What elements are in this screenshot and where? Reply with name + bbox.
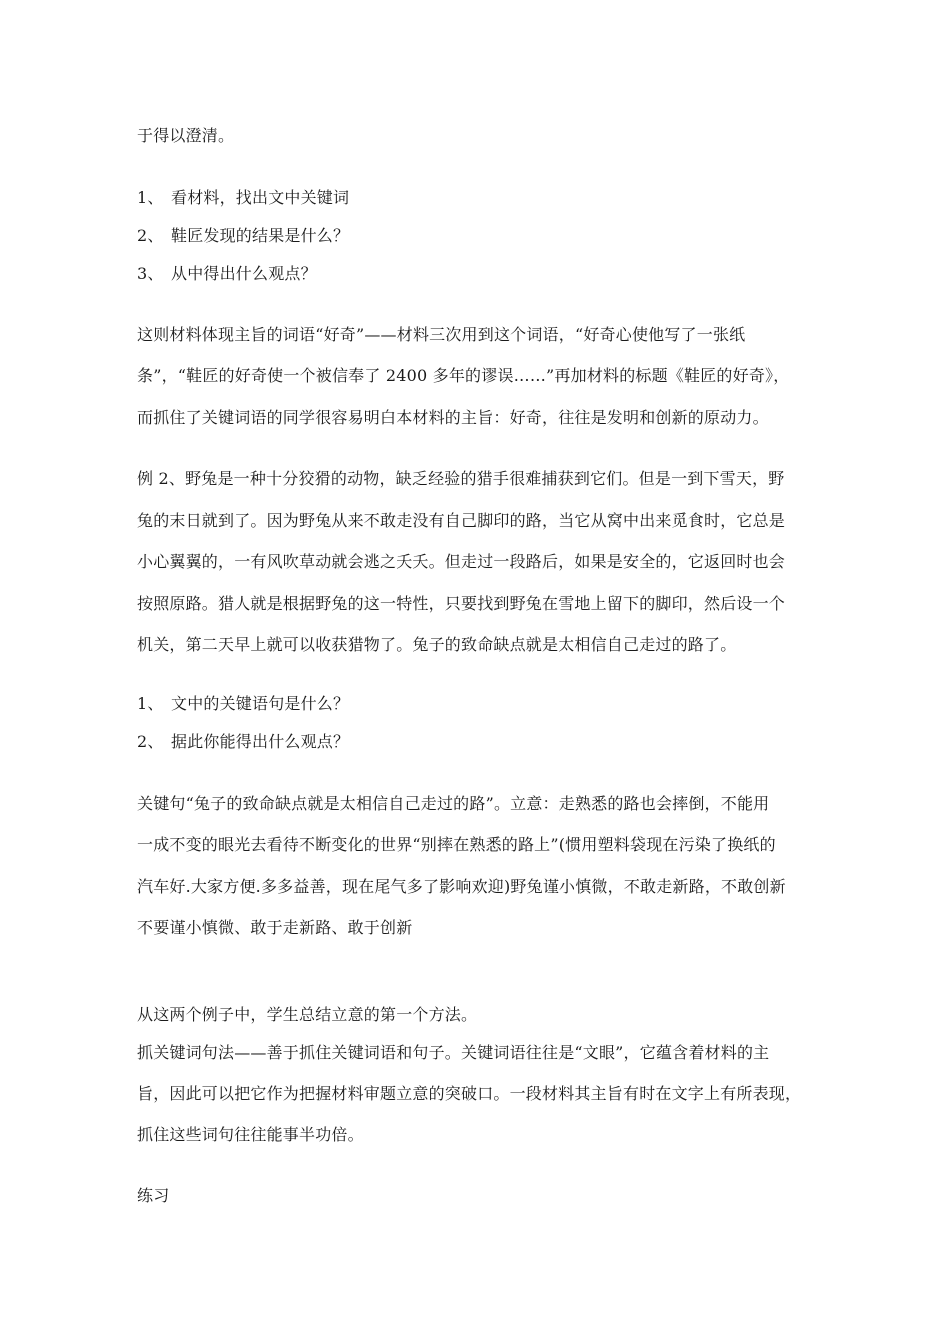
analysis2-line: 关键句“兔子的致命缺点就是太相信自己走过的路”。立意：走熟悉的路也会摔倒，不能用 <box>137 794 770 813</box>
question-item <box>137 694 349 714</box>
analysis1-line: 这则材料体现主旨的词语“好奇”——材料三次用到这个词语，“好奇心使他写了一张纸 <box>137 325 746 344</box>
example2-line: 小心翼翼的，一有风吹草动就会逃之夭夭。但走过一段路后，如果是安全的，它返回时也会 <box>137 552 786 571</box>
summary-line: 抓住这些词句往往能事半功倍。 <box>137 1125 364 1144</box>
summary-line: 从这两个例子中，学生总结立意的第一个方法。 <box>137 1005 478 1024</box>
question-item <box>137 264 317 284</box>
analysis1-line: 而抓住了关键词语的同学很容易明白本材料的主旨：好奇，往往是发明和创新的原动力。 <box>137 408 769 427</box>
question-item <box>137 188 349 208</box>
summary-line: 抓关键词句法——善于抓住关键词语和句子。关键词语往往是“文眼”，它蕴含着材料的主 <box>137 1043 770 1062</box>
summary-line: 旨，因此可以把它作为把握材料审题立意的突破口。一段材料其主旨有时在文字上有所表现， <box>137 1084 802 1103</box>
example2-line: 兔的末日就到了。因为野兔从来不敢走没有自己脚印的路，当它从窝中出来觅食时，它总是 <box>137 511 786 530</box>
analysis1-line: 条”，“鞋匠的好奇使一个被信奉了 2400 多年的谬误……”再加材料的标题《鞋匠的好奇》， <box>137 366 790 385</box>
question-number: 2、 <box>137 732 164 751</box>
example2-line: 按照原路。猎人就是根据野兔的这一特性，只要找到野兔在雪地上留下的脚印，然后设一个 <box>137 594 786 613</box>
question-text: 据此你能得出什么观点？ <box>171 732 350 751</box>
analysis2-line: 不要谨小慎微、敢于走新路、敢于创新 <box>137 918 413 937</box>
intro-tail: 于得以澄清。 <box>137 126 235 145</box>
practice-heading: 练习 <box>137 1186 170 1205</box>
question-text: 文中的关键语句是什么？ <box>171 694 350 713</box>
question-number: 3、 <box>137 264 164 283</box>
question-number: 2、 <box>137 226 164 245</box>
question-number: 1、 <box>137 188 164 207</box>
question-number: 1、 <box>137 694 164 713</box>
question-text: 鞋匠发现的结果是什么？ <box>171 226 350 245</box>
question-text: 看材料，找出文中关键词 <box>171 188 350 207</box>
example2-line: 机关，第二天早上就可以收获猎物了。兔子的致命缺点就是太相信自己走过的路了。 <box>137 635 737 654</box>
example2-line: 例 2、野兔是一种十分狡猾的动物，缺乏经验的猎手很难捕获到它们。但是一到下雪天，野 <box>137 469 785 488</box>
question-item <box>137 226 349 246</box>
question-item <box>137 732 349 752</box>
analysis2-line: 汽车好.大家方便.多多益善，现在尾气多了影响欢迎)野兔谨小慎微，不敢走新路，不敢创新 <box>137 877 786 896</box>
analysis2-line: 一成不变的眼光去看待不断变化的世界“别摔在熟悉的路上”(惯用塑料袋现在污染了换纸的 <box>137 835 776 854</box>
question-text: 从中得出什么观点？ <box>171 264 317 283</box>
